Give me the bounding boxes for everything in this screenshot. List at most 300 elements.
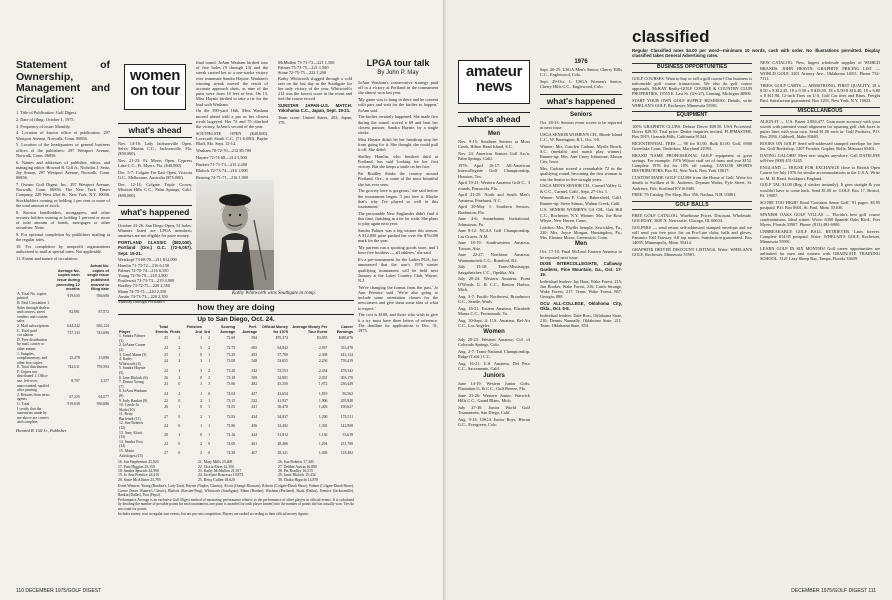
player-line: 21. Mary Mills 23,408 xyxy=(198,460,233,465)
money-cell: 1,392 xyxy=(318,423,328,428)
money-cell: 53,619 xyxy=(342,432,353,437)
money-cell: 4. Kathy Whitworth (4) xyxy=(119,357,141,366)
money-cell: 43,654 xyxy=(277,391,288,396)
player-line: 22. Gloria Ehret 22,350 xyxy=(198,464,234,469)
money-cell: 3. Carol Mann (3) xyxy=(119,352,147,357)
player-line: 19. Jo Ann Prentice 24,416 xyxy=(118,473,160,478)
perf-note: Performance Average is an exclusive Golf Digest method of measuring performance relative to the performance of other players in official events. It is calculated by dividing the number of possible points (in each tournament, one point is awarded for each player beaten) into the number of points she has actually won. Ties do not count for points. xyxy=(118,498,354,511)
logo-line-1: women xyxy=(129,67,181,84)
classified-ad: BRAND NAME PROFESSIONAL GOLF equipment at great savings. For example: 1976 Wilson staff set of irons and you $152. Complete 1976 list for 10% off catalog. TAYLOR SPORTS DISTRIBUTORS, Box 92, New York, New York 10017. xyxy=(632,152,752,174)
money-cell: 0 xyxy=(178,382,181,387)
money-cell: 3 xyxy=(200,368,203,373)
money-cell: .605 xyxy=(250,345,258,350)
circ-cell: 67,225 xyxy=(69,395,80,400)
article-paragraph: final round, JoAnn Washam birdied four of five holes (9 through 13) and the streak carried her to a one-stroke victory over teammate Sandra Haynie. Washam's winning streak moved the result of accurate approach shots, as nine of the putts were from 10 feet or less. On 13, Miss Haynie birdied to take a tie for the lead with Washam. xyxy=(196,60,268,107)
how-doing-header: how they are doing xyxy=(118,300,354,315)
classified-ad: TIRES. GOLF CARTS — ARMSTRONG, FIRST QUALITY, 18 x 8.50 x 8 $12.35, 18 x 9.50 x 8 $18.50, 18 x 8.50-8 $16.40, 18 x 6.80 x 8 $11.90, 12-inch Tires on U.S. Golf Car tires and Rims. Freight Paid. Satisfaction guaranteed. Box 1201, New York, N.Y. 10023. xyxy=(760,82,880,104)
classified-ad: LEARN GOLF IN SIX MONTHS! Golf career opportunities are unlimited for men and women with GRADUATE TRAINING SCHOOL. 3121 Lazy Sheep Bay, Tampa, Florida 33609. xyxy=(760,246,880,262)
circ-cell: C. Total paid circulation xyxy=(17,328,37,338)
event-item: July 20-24: Western Amateur, Point O'Woods G. & C.C., Benton Harbor, Mich. xyxy=(458,276,530,292)
money-cell: 2 xyxy=(208,368,210,373)
money-cell: 10. Carole Jo Skala (10) xyxy=(119,403,140,412)
money-cell: 14. Sandra Post (14) xyxy=(119,439,143,449)
player-line: 30. Chako Higuchi 14,870 xyxy=(278,477,319,482)
lpga-paragraph: The birdies certainly happened. She made five during the round, scored a 69 and beat her closest pursuer, Sandra Haynie, by a single stroke. xyxy=(358,114,438,136)
amateur-logo-line-2: news xyxy=(475,78,513,95)
money-cell: 74.05 xyxy=(226,405,236,410)
money-cell: 73.15 xyxy=(226,398,236,403)
more-players-list xyxy=(118,460,354,482)
circ-cell: 2. Mail subscriptions xyxy=(17,323,49,328)
lpga-paragraph: Miss Haynie didn't let her handicap stop her from going for it. She thought she could pull it off. She didn't. xyxy=(358,136,438,153)
classified-section xyxy=(632,28,880,576)
money-header: Scoring Average xyxy=(220,325,236,334)
money-cell: 1 xyxy=(200,423,203,428)
money-cell: 11. Betty Burfeindt (11) xyxy=(119,412,141,421)
right-page xyxy=(446,0,892,600)
money-cell: 2 xyxy=(208,345,210,350)
money-cell: 333,478 xyxy=(340,345,353,350)
money-cell: 24 xyxy=(164,359,168,364)
classified-ad: 100% GRAPHITE CLUBS. Deluxe Driver $49.50. USA Processed. Driver $29.50. Trial price. Dealer inquiries invited. FLIPMASTER, Box 5919, Granada Hills, California 91344. xyxy=(632,123,752,140)
amateur-news-logo xyxy=(458,60,530,104)
circ-cell: I certify that the statements made by me above are correct and complete. xyxy=(17,406,49,425)
statement-paragraph: 6. Names and addresses of publisher, editor, and managing editor: Howard R. Gill Jr., Nicholas J. Seitz, Jay Simon, 297 Westport Avenue, Norwalk, Conn. 06856. xyxy=(16,159,110,181)
circ-cell: 15,478 xyxy=(69,356,80,361)
money-cell: 25 xyxy=(164,352,168,357)
table-row xyxy=(118,412,354,421)
result-line: McMullen 75-71-73—221 1,500 xyxy=(278,60,335,65)
classified-ad: GOLF TAL $1.00 (Reg. 4 strokes instantly). It goes straight & you wouldn't have to come back. Send $1.00 to: GOLF, Box 17, Bristol, Pa. 19007. xyxy=(760,182,880,198)
statement-paragraph: 5. Location of the headquarters or general business offices of the publishers: 297 Westport Avenue, Norwalk, Conn. 06856. xyxy=(16,142,110,158)
classified-listings xyxy=(632,60,880,560)
statement-paragraph: 4. Location of known office of publication: 297 Westport Avenue, Norwalk, Conn. 06856. xyxy=(16,130,110,141)
circ-cell xyxy=(81,338,110,352)
money-cell: 478,342 xyxy=(340,368,353,373)
amateur-whats-ahead xyxy=(458,130,530,575)
circ-cell: 87,572 xyxy=(98,310,109,315)
lpga-pre-text: Kathy Whitworth slugged through a cold rain on the last day in the Southgate for her only victory of the year. Whitworth's 212 was the lowest score in the event and tied the course record. xyxy=(278,75,352,102)
circ-cell: 936,686 xyxy=(96,294,109,299)
article-paragraph: SOUTHGATE OPEN ($40,000). Lovecraft South C.C. (71-6,080). Poplar Bluff, Mo. Sept. 12-14. xyxy=(196,130,268,147)
circ-row xyxy=(16,370,110,393)
money-cell: 73.08 xyxy=(226,359,236,364)
article-paragraph: Burkett 71-71-73—215 2,200 xyxy=(196,161,248,167)
money-header: Perf. Average xyxy=(242,325,258,334)
circ-cell: F. Copies not distributed 1. Office use, left-over, unaccounted, spoiled after printing xyxy=(17,369,50,393)
event-item: April 29-May 1: Southern Seniors, Bradenton, Fla. xyxy=(458,204,530,215)
classified-ad: GOLF COURSES. Want to buy or sell a golf course? Our business is nationwide golf course transactions. We also do golf course appraisals. McKAY Realty-GOLF COURSE & COUNTRY CLUB PROPERTIES, 15555 E. Last St. (US-27), Lansing, Michigan 48906. xyxy=(632,75,752,97)
event-item: June 14-19: Western Junior Girls, Plantation G. & C.C., Gulf Breeze, Fla. xyxy=(458,380,530,392)
lpga-paragraph: Sandra Palmer was a big winner this season. A $12,000 prize pushed her over the $76,000 mark for the year. xyxy=(358,228,438,244)
money-cell: .532 xyxy=(250,398,258,403)
money-cell: 2,308 xyxy=(318,352,328,357)
money-cell: 295,840 xyxy=(340,398,353,403)
event-item: June 21-26: Western Junior, Warwick Hills C.C., Grand Blanc, Mich. xyxy=(458,392,530,404)
money-cell: .542 xyxy=(250,368,258,373)
year-subhead: 1976 xyxy=(574,59,588,65)
statement-paragraphs xyxy=(16,110,110,261)
money-cell: .454 xyxy=(250,414,258,419)
event-item: July 20-23: Western Amateur, Col. of Colorado Springs, Colo. xyxy=(458,337,530,348)
money-cell: 2 xyxy=(200,414,203,419)
money-cell: 24 xyxy=(164,423,168,428)
money-cell: 1,290 xyxy=(318,414,328,419)
men-results-subhead: Men xyxy=(575,241,587,248)
money-cell: 5. Sandra Haynie (5) xyxy=(119,366,146,375)
table-row xyxy=(118,343,354,352)
money-cell: 64,842 xyxy=(277,345,288,350)
money-cell: 33,402 xyxy=(277,423,288,428)
table-row xyxy=(118,449,354,458)
classified-ad: UNBREAKABLE GOLF BALL RETRIEVER. Lasts forever. Complete $14.95 postpaid. Write: WHELAN'S GOLF, Rochester, Minnesota 55901. xyxy=(760,228,880,245)
result-line: Young 72-76-70—218 3,900 xyxy=(118,273,168,279)
lpga-paragraphs xyxy=(358,80,438,333)
event-item: Aug. 30-Sept. 4: U.S. Amateur, Bel-Air C.C., Los Angeles. xyxy=(458,317,530,328)
money-cell: .441 xyxy=(250,405,258,410)
circ-row xyxy=(16,329,110,338)
table-row xyxy=(118,357,354,366)
event-item: April 19-21: Western Amateur Golf C., 3 rounds, Pensacola, Fla. xyxy=(458,180,530,191)
event-item: June 4-6: Sunnehanna Invitational, Johnstown, Pa. xyxy=(458,216,530,227)
money-cell: 142,908 xyxy=(340,423,353,428)
circ-cell: 644,242 xyxy=(67,323,80,328)
lpga-pre-column xyxy=(278,60,352,280)
seniors-paragraph: Winner: William F. Colm, Bakersfield, Calif. Runner-up: Steve Stimac, Walnut Creek, Calif. xyxy=(540,195,622,206)
circ-cell: 936,686 xyxy=(96,402,109,407)
money-cell: 41,937 xyxy=(277,398,288,403)
player-line: 26. Sue Roberts 17,340 xyxy=(278,460,314,465)
money-cell: 0 xyxy=(200,432,203,437)
result-line: Postlewait 73-73-73—219 3,900 xyxy=(118,278,175,284)
player-line: 17. Pam Higgins 25,150 xyxy=(118,464,155,469)
money-cell: 5 xyxy=(200,345,203,350)
money-cell: 73.18 xyxy=(226,375,236,380)
golfer-photo-icon xyxy=(196,180,274,290)
sunstar-text: Team score: United States, 202; Japan, 179. xyxy=(278,115,352,126)
event-item: Nov. 24: Americas Seniors Golf Ass'n, Palm Springs, Calif. xyxy=(458,151,530,162)
money-cell: .424 xyxy=(250,432,258,437)
money-cell: 74.00 xyxy=(226,442,236,447)
table-row xyxy=(118,366,354,375)
money-cell: .457 xyxy=(250,391,258,396)
money-cell: 0 xyxy=(178,398,181,403)
ocu-event: OCU ALL-COLLEGE, Oklahoma City, Okla., Oct. 6-8. xyxy=(540,301,622,312)
money-cell: 73.66 xyxy=(226,382,236,387)
women-on-tour-logo xyxy=(124,64,186,110)
statement-paragraph: 8. Known bondholders, mortgagees, and other security holders owning or holding 1 percent or more of total amount of bonds, mortgages or other securities: None. xyxy=(16,209,110,231)
money-cell: 22 xyxy=(164,398,168,403)
money-cell: 6. Jane Blalock (6) xyxy=(119,375,148,380)
circ-cell: 82,891 xyxy=(69,310,80,315)
money-cell: .493 xyxy=(250,352,258,357)
circ-cell: 15,896 xyxy=(98,356,109,361)
circ-header: Actual No. copies of single issue published nearest to filing date xyxy=(87,264,109,292)
circ-cell: A. Total No. copies printed xyxy=(17,291,47,301)
money-cell: 1,294 xyxy=(318,442,328,447)
lpga-pre-results xyxy=(278,60,352,76)
money-cell: 0 xyxy=(208,391,210,396)
money-cell: 1,049 xyxy=(318,451,328,456)
lpga-title: LPGA tour talk xyxy=(366,58,430,68)
dixie-event: DIXIE INTERCOLLEGIATE, Callaway Gardens, Pine Mountain, Ga., Oct. 17-19. xyxy=(540,261,622,277)
event-item: Sept. 29-Oct. 1: USGA Women's Senior, Cherry Hills C.C., Englewood, Colo. xyxy=(540,79,622,90)
money-cell: 0 xyxy=(200,405,203,410)
money-cell: 22 xyxy=(164,368,168,373)
money-cell: 1 xyxy=(178,368,181,373)
lpga-paragraph: The cost is $100, and those who wish to give it a try must have three letters of reference. The deadline for applications is Dec. 31, 1975. xyxy=(358,312,438,334)
circ-cell: 1. Samples, complimentary, and other free copies xyxy=(17,351,48,365)
money-cell: 72.69 xyxy=(226,336,236,341)
whats-happened-block xyxy=(118,223,192,303)
how-they-are-doing xyxy=(118,300,354,570)
money-cell: 303,178 xyxy=(340,375,353,380)
event-item: Aug. 2-7: Trans-National Championship, Ridge (Calif.) C.C. xyxy=(458,349,530,360)
result-line: Austin 74-73-73—220 2,350 xyxy=(118,293,168,299)
men-results-text: Oct. 17-19: Final McLeod Eastern Amateur to be reported next issue. xyxy=(540,249,622,260)
money-cell: 74.04 xyxy=(226,391,236,396)
event-item: Aug. 16-21: U.S. Amateur, Del Paso C.C., Sacramento, Calif. xyxy=(458,361,530,372)
seniors-paragraph: Winner: Mrs. Carolyn Cudone, Myrtle Beach, S.C. (medalist and match play winner). Runner-up: Mrs. Ann Casey Johnstone, Mason City, Iowa. xyxy=(540,143,622,165)
lpga-paragraph: Pat Bradley thinks the country around Portland, Ore., is some of the most beautiful she has ever seen. xyxy=(358,171,438,187)
money-cell: 12. Sue Roberts (12) xyxy=(119,421,144,431)
money-cell: 1 xyxy=(208,423,210,428)
money-cell: .594 xyxy=(250,336,258,341)
money-cell: 1,819 xyxy=(318,391,328,396)
circ-row xyxy=(16,407,110,425)
money-cell: 0 xyxy=(178,423,181,428)
event-item: June 8-12: NCAA Golf Championship, Las Cruces, N.M. xyxy=(458,228,530,239)
result-line: Palmer 72-70-74—216 6,150 xyxy=(118,267,169,273)
senior-pre-events xyxy=(540,67,622,89)
classified-category-head: EQUIPMENT xyxy=(632,111,752,120)
table-row xyxy=(118,334,354,343)
how-doing-subtitle: Up to San Diego, Oct. 24. xyxy=(197,316,275,323)
classified-category-head: BUSINESS OPPORTUNITIES xyxy=(632,63,752,72)
classified-ad: GRAPHITE DRIVER DISCOUNT LISTINGS, Write: WHELAN'S GOLF, Rochester, Minnesota 55901. xyxy=(632,247,752,258)
money-cell: 2 xyxy=(200,442,203,447)
whats-ahead-header: what's ahead xyxy=(118,123,192,138)
classified-rates: Regular Classified rates $4.00 per word—minimum 10 words, cash with order. No illustrations permitted. Display classified takes General Advertising rates. xyxy=(632,48,880,59)
money-cell: 442,124 xyxy=(340,352,353,357)
event-item: Aug. 16-21: Eastern Amateur, Elizabeth Manor C.C., Portsmouth, Va. xyxy=(458,305,530,316)
statement-paragraph: 9. For optional completion by publishers mailing at the regular rates. xyxy=(16,232,110,243)
money-cell: 1 xyxy=(200,391,203,396)
table-row xyxy=(118,380,354,389)
photo-caption: Kathy Whitworth wins Southgate in romp. xyxy=(232,291,316,296)
money-cell: 3 xyxy=(200,359,203,364)
money-cell: 34,837 xyxy=(277,414,288,419)
player-line: 25. Betsy Cullen 18,620 xyxy=(198,477,235,482)
money-cell: 28,466 xyxy=(277,442,288,447)
seniors-paragraph: Leaders: Mrs. Phyllis Semple, Sewickley, Pa., 230; Mrs. Joyce Morgan, Huntingdon, Pa.; Mrs. Eleanor Morse, Greenwich, Conn. xyxy=(540,224,622,241)
money-cell: 53,655 xyxy=(277,359,288,364)
statement-signature: Howard R. Gill Jr., Publisher xyxy=(16,428,67,433)
event-item: April 21-25: North and South Men's Amateur, Pinehurst, N.C. xyxy=(458,192,530,203)
money-cell: .509 xyxy=(250,375,258,380)
money-cell: 2,236 xyxy=(318,359,328,364)
money-cell: 73.83 xyxy=(226,414,236,419)
money-cell: 74.30 xyxy=(226,451,236,456)
lpga-paragraph: JoAnn Washam's conservative strategy paid off in a victory at Portland in the tournament she almost won last year. xyxy=(358,80,438,96)
circ-cell: 759,592 xyxy=(96,365,109,370)
seniors-paragraph: Mrs. Cudone scored a remarkable 72 in the qualifying round, becoming the first woman to win the Senior in five straight years. xyxy=(540,166,622,182)
lpga-paragraph: 'We're changing the format from the past,' Jo Ann Prentice said. 'We're also going to include some orientation classes for the newcomers and give them some idea of what to expect.' xyxy=(358,284,438,311)
circ-row xyxy=(16,352,110,366)
money-cell: 0 xyxy=(178,442,181,447)
player-line: 27. Debbie Austin 16,880 xyxy=(278,464,317,469)
table-row xyxy=(118,403,354,412)
money-header: Firsts xyxy=(169,329,181,334)
article-paragraph: Berning 74-71-71—216 1,900 xyxy=(196,175,249,181)
money-header: Career Earnings xyxy=(336,325,353,334)
seniors-paragraph: U.S. SENIOR WOMEN'S GA CH., Oak Hill C.C., Rochester, N.Y. Winner: Mrs. Joe Rose Whyte, New Haven, Conn. xyxy=(540,207,622,223)
money-cell: 24 xyxy=(164,391,168,396)
circ-cell: D. Free distribution by mail, carrier or other means xyxy=(17,337,47,351)
money-cell: 2 xyxy=(178,375,181,380)
money-note: Includes money won in regular tour events, but not pro-am competition. Players are ranked according to their official money figures. xyxy=(118,512,309,517)
table-row xyxy=(118,421,354,430)
whats-happened-header: what's happened xyxy=(118,205,192,220)
classified-ad: CUSTOM MADE GOLF CLUBS from the Home of Golf. Write for details to Swilken of St. Andrews. Dryman Works, Fyfe Street, St. Andrews, Fife, Scotland KY16 8SB. xyxy=(632,175,752,191)
money-cell: 1. Sandra Palmer (1) xyxy=(119,334,146,343)
money-cell: 1 xyxy=(208,352,210,357)
event-item: July 13-18: Trans-Mississippi, Saugahatchee C.C., Opelika, Ala. xyxy=(458,264,530,275)
circ-cell: 742,611 xyxy=(67,365,80,370)
classified-ad: DATING GALORE! Meet new singles anywhere. Call DATELINE toll-free (800) 451-3245. xyxy=(760,153,880,164)
ahead-item: Nov. 14-16: Lady Jacksonville Open, Selva Marina C.C., Jacksonville, Fla. ($50,000). xyxy=(118,141,192,157)
kathy-whitworth-photo xyxy=(196,180,274,290)
money-cell: 0 xyxy=(178,414,181,419)
money-cell: 9. Judy Rankin (9) xyxy=(119,398,148,403)
table-row xyxy=(118,431,354,440)
lpga-paragraph: 'My game was to hang in there and be content with pars and wait for the birdies to happen,' JoAnn said. xyxy=(358,97,438,113)
result-line: Mann 74-75-71—220 2,350 xyxy=(118,288,167,294)
event-item: 1976: April 16-17: All-American Intercollegiate Golf Championship, Houston, Tex. xyxy=(458,163,530,179)
money-cell: 0 xyxy=(200,352,203,357)
circ-cell: 656,124 xyxy=(96,323,109,328)
money-cell: 28 xyxy=(164,432,168,437)
money-cell: 72.75 xyxy=(226,345,236,350)
money-cell: 31,812 xyxy=(277,432,288,437)
money-cell: 73.86 xyxy=(226,423,236,428)
women-subhead: Women xyxy=(483,329,505,336)
money-cell: 190,627 xyxy=(340,405,353,410)
player-line: 29. Janie Blalock 15,432 xyxy=(278,473,316,478)
player-line: 16. Jan Stephenson 25,920 xyxy=(118,460,159,465)
portland-event: PORTLAND CLASSIC ($82,000). Portland (Ore.) G.C. (72-6,057). Sept. 15-21. xyxy=(118,240,192,256)
classified-title: classified xyxy=(632,27,710,46)
article-paragraph: Haynie 72-74-68—214 3,500 xyxy=(196,154,247,160)
men-subhead: Men xyxy=(488,131,500,137)
money-cell: 36,470 xyxy=(277,405,288,410)
classified-ad: SPANISH OAKS GOLF VILLAS — Florida's best golf course condominiums. Ideal winter. Write: 6300 Spanish Oaks Blvd., Fort Myers, Florida 33907. Phone: (813) 481-6900. xyxy=(760,211,880,228)
seniors-text: Oct. 20-23: Seniors event scores to be reported in next issue. xyxy=(540,119,622,131)
money-cell: 27 xyxy=(164,451,168,456)
article-paragraph: On the 390-yard 16th, Miss Washam moved ahead with a par as her closest rivals bogeyed. Her 72 and 75 clinched the victory, JoAnn's second of the year. xyxy=(196,108,268,130)
lpga-paragraph: The personable New Englander didn't find it this time, finishing in a tie for sixth. She plans to play again next year. xyxy=(358,210,438,227)
money-cell: 53,553 xyxy=(277,368,288,373)
lpga-paragraph: Shelley Hamlin, who finished third at Portland, has said 'looking for her first victory. But she keeps a smile on her face.' xyxy=(358,154,438,170)
money-cell: 73.29 xyxy=(226,352,236,357)
classified-ad: BOOKS ON GOLF! Send self-addressed stamped envelope for free list. Golf Bookshop, 1207 Frontier, Gopher, Rolla, Missouri 65401. xyxy=(760,141,880,152)
event-item: Aug. 9-14: USGA Junior Boys, Hiwan G.C., Evergreen, Colo. xyxy=(458,416,530,428)
money-cell: 1 xyxy=(178,352,181,357)
money-cell: $76,374 xyxy=(275,336,288,341)
left-footer: 110 DECEMBER 1975/GOLF DIGEST xyxy=(16,588,102,594)
classified-ad: SCORE TOO HIGH? Read 'Common Sense Golf.' 91 pages. $3.95 postpaid. P.O. Box 8601, St. Paul, Minn. 55108. xyxy=(760,199,880,210)
classified-ad: ENGLAND — HOUSE FOR EXCHANGE close to British Open Course for July 1976 for similar accommodations in the U.S.A. Write to: M. H. Reed, Southport, England. xyxy=(760,165,880,181)
circ-header: Average No. copies each issue during preceding 12 months xyxy=(56,268,80,292)
classified-category-head: GOLF BALLS xyxy=(632,201,752,210)
lpga-paragraph: The grocery here is gorgeous,' she said before the tournament began. 'I just love it. Maybe that's why I've played so well in this tournament.' xyxy=(358,188,438,210)
ahead-item: Nov. 21-23: Ft. Myers Open, Cypress Lake C.C., Ft. Myers, Fla. ($40,000). xyxy=(118,158,192,169)
money-cell: 3 xyxy=(208,382,210,387)
money-cell: 86,562 xyxy=(342,391,353,396)
circ-row xyxy=(16,393,110,402)
circ-cell: 2. Returns from news agents xyxy=(17,392,50,402)
money-cell: 8. JoAnn Washam (8) xyxy=(119,389,147,398)
circ-cell: 919,630 xyxy=(67,294,80,299)
article-paragraph: Blalock 72-73-74—216 1,900 xyxy=(196,168,248,174)
circulation-table xyxy=(16,264,110,425)
circ-cell xyxy=(52,407,81,425)
money-cell: 2 xyxy=(178,359,181,364)
money-cell: 3 xyxy=(208,375,210,380)
lpga-article xyxy=(358,58,438,573)
dixie-text: Individual leaders: Jay Haas, Wake Forest, 215; Jim Booker, Wake Forest, 216; Curtis Strange, Wake Forest, 217. Team: Wake Forest, 867; Georgia, 888. xyxy=(540,278,622,300)
circ-row xyxy=(16,292,110,301)
classified-category-head: MISCELLANEOUS xyxy=(760,107,880,116)
circ-row xyxy=(16,338,110,352)
money-cell: 2. JoAnne Carner (2) xyxy=(119,343,146,352)
result-line: Hamlin 71-73-72—216 6,150 xyxy=(118,262,170,268)
ocu-text: Individual leaders: Dale Ross, Oklahoma State, 210; Dennis Nunnally, Oklahoma State, 211. Team: Oklahoma State, 854. xyxy=(540,313,622,329)
statement-paragraph: 1. Title of Publication: Golf Digest. xyxy=(16,110,77,115)
circ-cell: 64,077 xyxy=(98,395,109,400)
money-cell: $380,076 xyxy=(338,336,353,341)
seniors-paragraphs xyxy=(540,132,622,240)
article-column-2 xyxy=(196,60,268,180)
money-cell: 74.16 xyxy=(226,432,236,437)
circ-cell: 8,707 xyxy=(71,379,80,384)
event-item: June 22-27: Northeast Amateur, Wannamoisett C.C., Rumford, R.I. xyxy=(458,252,530,263)
money-cell: 759,419 xyxy=(340,359,353,364)
article-paragraph: Washam 70-72-70—212 $5,700 xyxy=(196,148,252,154)
juniors-subhead: Juniors xyxy=(483,372,505,379)
statement-paragraph: 2. Date of filing: October 1, 1975. xyxy=(16,116,75,122)
money-cell: 1 xyxy=(200,336,203,341)
money-header: Player xyxy=(119,329,131,334)
circ-cell xyxy=(81,407,110,425)
sunstar-event: SUNSTAR JAPAN-U.S. MATCH. Yokohama C.C., Japan, Sept. 19-21. xyxy=(278,103,352,114)
event-item: June 18-19: Southwestern Amateur, Tucson, Ariz. xyxy=(458,240,530,251)
money-cell: 1 xyxy=(208,398,210,403)
statement-paragraph: 3. Frequency of issue: Monthly. xyxy=(16,123,71,129)
circ-cell: G. Total xyxy=(17,402,30,407)
money-cell: 45,350 xyxy=(277,382,288,387)
money-cell: 23 xyxy=(164,382,168,387)
money-cell: 52,801 xyxy=(277,375,288,380)
money-cell: 26 xyxy=(164,405,168,410)
statement-column xyxy=(16,60,110,575)
money-cell: 0 xyxy=(208,451,210,456)
money-cell: 2,947 xyxy=(318,345,328,350)
seniors-column xyxy=(540,58,622,573)
seniors-subhead: Seniors xyxy=(569,111,592,118)
circ-cell: 727,133 xyxy=(67,330,80,335)
statement-paragraph: 10. For completion by nonprofit organizations authorized to mail at special rates: Not applicable. xyxy=(16,244,110,255)
